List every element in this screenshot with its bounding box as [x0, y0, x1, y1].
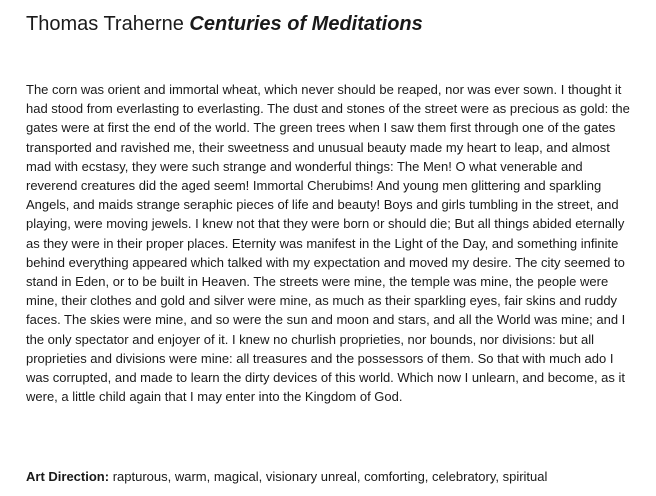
- art-direction-label: Art Direction:: [26, 469, 110, 484]
- art-direction: [26, 467, 632, 486]
- work-title: Centuries of Meditations: [189, 13, 423, 35]
- meditation-passage: The corn was orient and immortal wheat, which never should be reaped, nor was ever sown. I thought it had stood from everlasting to everlasting. The dust and stones of the street were as precious as gold: the gates were at first the end of the world. The green trees when I saw them first through one of the gates transported and ravished me, their sweetness and unusual beauty made my heart to leap, and almost mad with ecstasy, they were such strange and wonderful things: The Men! O what venerable and reverend creatures did the aged seem! Immortal Cherubims! And young men glittering and sparkling Angels, and maids strange seraphic pieces of life and beauty! Boys and girls tumbling in the street, and playing, were moving jewels. I knew not that they were born or should die; But all things abided eternally as they were in their proper places. Eternity was manifest in the Light of the Day, and something infinite behind everything appeared which talked with my expectation and moved my desire. The city seemed to stand in Eden, or to be built in Heaven. The streets were mine, the temple was mine, the people were mine, their clothes and gold and silver were mine, as much as their sparkling eyes, fair skins and ruddy faces. The skies were mine, and so were the sun and moon and stars, and all the World was mine; and I the only spectator and enjoyer of it. I knew no churlish proprieties, nor bounds, nor divisions: but all proprieties and divisions were mine: all treasures and the possessors of them. So that with much ado I was corrupted, and made to learn the dirty devices of this world. Which now I unlearn, and become, as it were, a little child again that I may enter into the Kingdom of God.: [26, 82, 630, 405]
- page-title: [26, 11, 423, 37]
- author-name: Thomas Traherne: [26, 13, 184, 35]
- art-direction-value: rapturous, warm, magical, visionary unreal, comforting, celebratory, spiritual: [112, 469, 548, 484]
